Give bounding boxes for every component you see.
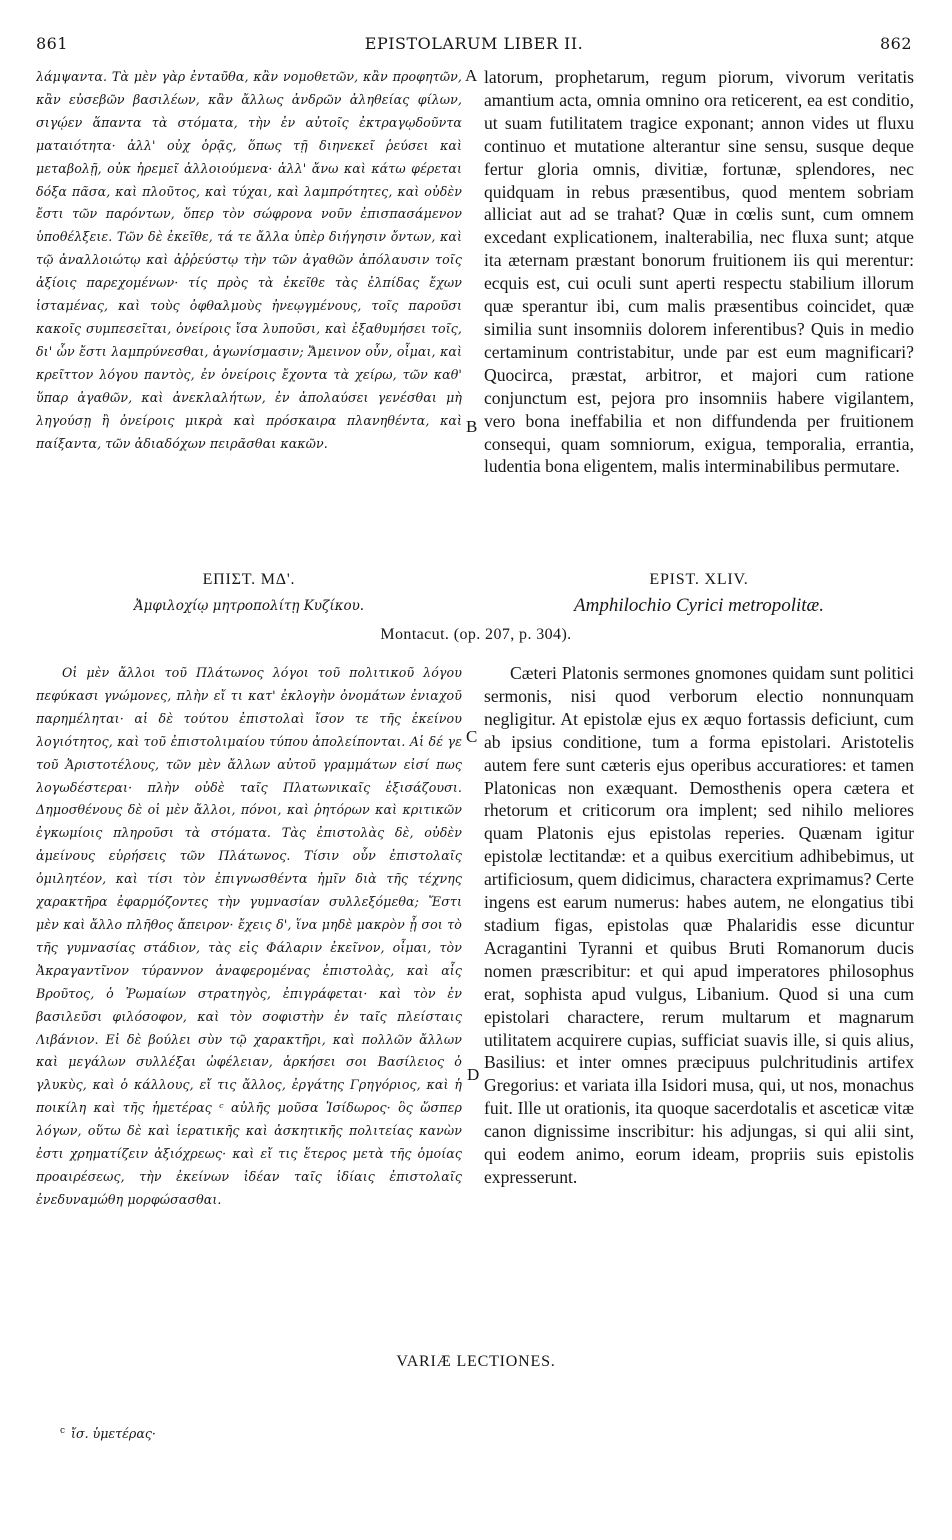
- page-number-right: 862: [879, 34, 912, 53]
- variae-lectiones-heading: VARIÆ LECTIONES.: [396, 1353, 556, 1370]
- greek-epistle-number: ΕΠΙΣΤ. ΜΔ'.: [202, 571, 296, 588]
- latin-column-section1: [484, 66, 914, 550]
- source-reference: Montacut. (op. 207, p. 304).: [380, 626, 572, 643]
- latin-paragraph: latorum, prophetarum, regum piorum, vivorum veritatis amantium acta, omnia omnino ora reticerent, ea est conditio, ut suam futilitatem tragice exponant; annon vides ut fluxu continuo et mutatione alterantur sine sensu, susque deque fertur gloria omnis, divitiæ, fortunæ, splendores, nec quidquam in rebus præsentibus, quod mentem sobriam alliciat aut ad se trahat? Quæ in cœlis sunt, cum omnem excedant explicationem, inalterabilia, nec fluxa sunt; atque ita æternam præstant bonorum fruitionem iis qui merentur: ecquis est, cui oculi sunt aperti respectu stabilium illorum quæ sperantur ibi, cum malis præsentibus coincidet, quæ similia sunt insomniis dolorem inferentibus? Quis in medio certaminum contristabitur, unde par est eum magnificari? Quocirca, præstat, arbitror, et majori cum ratione conjunctum est, pejora pro insomniis habere vigilantem, vero bona ineffabilia et non diffundenda per fruitionem consequi, quam somniorum, exigua, temporalia, errantia, ludentia bona eligentem, malis interminabilibus permutare.: [484, 67, 914, 477]
- greek-paragraph: λάμψαντα. Τὰ μὲν γὰρ ἐνταῦθα, κἂν νομοθετῶν, κἂν προφητῶν, κἂν εὐσεβῶν βασιλέων, κἂν ἄλλως ἀνδρῶν ἀληθείας φίλων, σιγῴεν ἅπαντα τὰ στόματα, τὴν ἐν αὐτοῖς ἐκτραγῳδοῦντα ματαιότητα· ἀλλ' οὐχ ὁρᾷς, ὅπως τῇ διηνεκεῖ ῥεύσει καὶ μεταβολῇ, οὐκ ἠρεμεῖ ἀλλοιούμενα· ἀλλ' ἄνω καὶ κάτω φέρεται δόξα πᾶσα, καὶ πλοῦτος, καὶ τύχαι, καὶ λαμπρότητες, καὶ οὐδὲν ἔστι τῶν παρόντων, ὅπερ τὸν σώφρονα νοῦν ἐπισπασάμενον ὑποθέλξειε. Τῶν δὲ ἐκεῖθε, τά τε ἄλλα ὑπὲρ διήγησιν ὄντων, καὶ τῷ ἀναλλοιώτῳ καὶ ἀῤῥεύστῳ τὴν τῶν ἀγαθῶν ἀπόλαυσιν τοῖς ἀξίοις παρεχομένων· τίς πρὸς τὰ ἐκεῖθε τὰς ἐλπίδας ἔχων ἱσταμένας, καὶ τοὺς ὀφθαλμοὺς ἠνεῳγμένους, τοῖς παροῦσι κακοῖς συμπεσεῖται, ὀνείροις ἴσα λυποῦσι, καὶ ἐξαθυμήσει τοῖς, δι' ὧν ἔστι λαμπρύνεσθαι, ἀγωνίσμασιν; Ἄμεινον οὖν, οἶμαι, καὶ κρεῖττον λόγου παντὸς, ἐν ὀνείροις ἔχοντα τὰ χείρω, τῶν καθ' ὕπαρ ἀγαθῶν, καὶ ἀνεκλαλήτων, ἐν ἀπολαύσει γενέσθαι μὴ ληγούσῃ ἢ ὀνείροις μικρὰ καὶ πρόσκαιρα πλανηθέντα, καὶ παίξαντα, τῶν ἀδιαδόχων πειρᾶσθαι κακῶν.: [36, 69, 462, 451]
- footnote-text: ἴσ. ὑμετέρας·: [71, 1426, 156, 1442]
- footnote-marker: c: [60, 1426, 66, 1436]
- greek-paragraph: Οἱ μὲν ἄλλοι τοῦ Πλάτωνος λόγοι τοῦ πολιτικοῦ λόγου πεφύκασι γνώμονες, πλὴν εἴ τι κατ' ἐκλογὴν ὀνομάτων ἐνιαχοῦ παρημέληται· αἱ δὲ τούτου ἐπιστολαὶ ἴσον τε τῆς ἐκείνου λογιότητος, καὶ τοῦ ἐπιστολιμαίου τύπου ἀπολείπονται. Αἱ δέ γε τοῦ Ἀριστοτέλους, τῶν μὲν ἄλλων αὐτοῦ γραμμάτων εἰσί πως λογωδέστεραι· πλὴν οὐδὲ ταῖς Πλατωνικαῖς ἐξισάζουσι. Δημοσθένους δὲ οἱ μὲν ἄλλοι, πόνοι, καὶ ῥητόρων καὶ κριτικῶν ἐγκωμίοις πληροῦσι τὰ στόματα. Τὰς ἐπιστολὰς δὲ, οὐδὲν ἀμείνους εὑρήσεις τῶν Πλάτωνος. Τίσιν οὖν ἐπιστολαῖς ὁμιλητέον, καὶ τίσι τὸν ἐπιγνωσθέντα ἡμῖν διὰ τῆς τέχνης χαρακτῆρα ἐφαρμόζοντες τὴν γυμνασίαν συλλεξόμεθα; Ἔστι μὲν καὶ ἄλλο πλῆθος ἄπειρον· ἔχεις δ', ἵνα μηδὲ μακρὸν ᾖ σοι τὸ τῆς γυμνασίας στάδιον, τὰς εἰς Φάλαριν ἐκεῖνον, οἶμαι, τὸν Ἀκραγαντῖνον τύραννον ἀναφερομένας ἐπιστολὰς, καὶ αἷς Βροῦτος, ὁ Ῥωμαίων στρατηγὸς, ἐπιγράφεται· καὶ τὸν ἐν βασιλεῦσι φιλόσοφον, καὶ τὸν σοφιστὴν ἐν ταῖς πλείσταις Λιβάνιον. Εἰ δὲ βούλει σὺν τῷ χαρακτῆρι, καὶ πολλῶν ἄλλων καὶ μεγάλων συλλέξαι ὠφέλειαν, ἀρκήσει σοι Βασίλειος ὁ γλυκὺς, καὶ ὁ κάλλους, εἴ τις ἄλλος, ἐργάτης Γρηγόριος, καὶ ἡ ποικίλη καὶ τῆς ἡμετέρας ᶜ αὐλῆς μοῦσα Ἰσίδωρος· ὃς ὥσπερ λόγων, οὕτω δὲ καὶ ἱερατικῆς καὶ ἀσκητικῆς πολιτείας κανὼν ἐστι χρηματίζειν ἀξιόχρεως· καὶ εἴ τις ἕτερος μετὰ τῆς ὁμοίας προαιρέσεως, τὴν ἐκείνων ἰδέαν ταῖς ἰδίαις ἐπιστολαῖς ἐνεδυναμώθη μορφώσασθαι.: [36, 665, 462, 1207]
- running-title: EPISTOLARUM LIBER II.: [364, 34, 584, 53]
- page-header: [36, 34, 912, 58]
- greek-addressee: Ἀμφιλοχίῳ μητροπολίτῃ Κυζίκου.: [133, 598, 365, 614]
- margin-letter-d: D: [467, 1065, 480, 1084]
- margin-letter-a: A: [465, 66, 478, 85]
- page-number-left: 861: [36, 34, 69, 53]
- latin-column-section2: [484, 662, 914, 1307]
- latin-addressee: Amphilochio Cyrici metropolitæ.: [574, 595, 824, 616]
- margin-letter-c: C: [466, 727, 478, 746]
- margin-letter-b: B: [466, 417, 478, 436]
- latin-epistle-number: EPIST. XLIV.: [649, 571, 749, 588]
- greek-column-section2: [36, 662, 462, 1307]
- greek-column-section1: [36, 66, 462, 550]
- variant-reading-note: [60, 1426, 156, 1441]
- latin-paragraph: Cæteri Platonis sermones gnomones quidam sunt politici sermonis, nisi quod verborum electio nonnunquam negligitur. At epistolæ ejus ex æquo fortassis deficiunt, cum ab ipsius conditione, tum a forma epistolari. Aristotelis autem fere sunt cæteris ejus operibus accuratiores: et tamen Platonicas non exæquant. Demosthenis opera cætera et rhetorum et criticorum ora implent; sed nihilo meliores quam Platonis ejus epistolas reperies. Quænam igitur epistolæ lectitandæ: et a quibus exercitium adhibebimus, ut artificiosum, quem didicimus, charactera exprimamus? Certe ingens est earum numerus: habes autem, ne elongatius tibi stadium figas, epistolas quæ Phalaridis esse dicuntur Acragantini Tyranni et quibus Bruti Romanorum ducis nomen præscribitur: et qui apud imperatores philosophus erat, sophista apud vulgus, Libanium. Quod si una cum epistolari charactere, rerum multarum et magnarum utilitatem acquirere cupias, sufficiat suavis ille, si quis alius, Basilius: et inter omnes præcipuus pulchritudinis artifex Gregorius: et variata illa Isidori musa, qui, ut nos, monachus fuit. Ille ut orationis, ita quoque sacerdotalis et asceticæ vitæ canon dignissime inscribitur: his adjungas, si qui alii sint, qui eodem animo, eorum ideam, propriis suis epistolis expresserunt.: [484, 663, 914, 1187]
